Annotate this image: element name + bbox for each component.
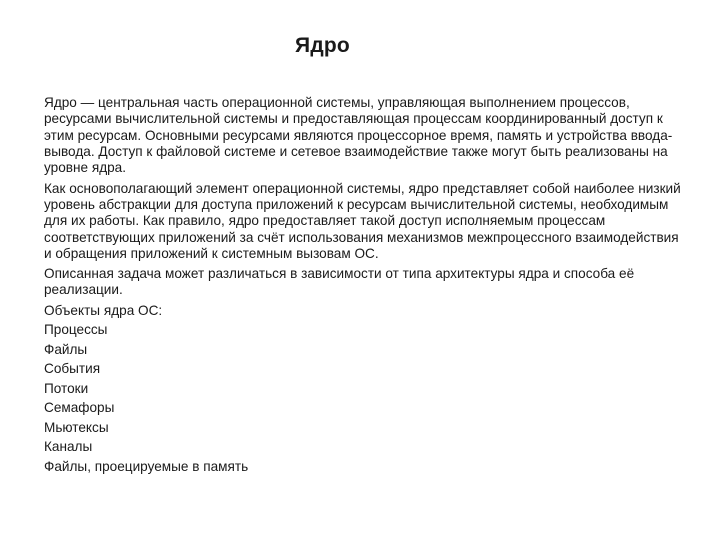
slide-body (44, 95, 684, 476)
objects-list (44, 320, 684, 476)
paragraph-architecture: Описанная задача может различаться в зависимости от типа архитектуры ядра и способа её реализации. (44, 266, 635, 298)
list-item: Семафоры (44, 400, 115, 416)
list-item: Файлы, проецируемые в память (44, 458, 249, 474)
slide-title: Ядро (295, 34, 350, 57)
list-item: Файлы (44, 341, 88, 357)
list-item: Мьютексы (44, 419, 109, 435)
objects-heading: Объекты ядра ОС: (44, 302, 163, 318)
list-item: Процессы (44, 322, 108, 338)
paragraph-abstraction: Как основополагающий элемент операционной системы, ядро представляет собой наиболее низкий уровень абстракции для доступа приложений к ресурсам вычислительной системы, необходимым для их работы. Как правило, ядро предоставляет такой доступ исполняемым процессам соответствующих приложений за счёт использования механизмов межпроцессного взаимодействия и обращения приложений к системным вызовам ОС. (44, 180, 681, 261)
list-item: Потоки (44, 380, 89, 396)
list-item: События (44, 361, 101, 377)
list-item: Каналы (44, 439, 93, 455)
paragraph-definition: Ядро — центральная часть операционной системы, управляющая выполнением процессов, ресурсами вычислительной системы и предоставляющая процессам координированный доступ к этим ресурсам. Основными ресурсами являются процессорное время, память и устройства ввода-вывода. Доступ к файловой системе и сетевое взаимодействие также могут быть реализованы на уровне ядра. (44, 95, 673, 176)
